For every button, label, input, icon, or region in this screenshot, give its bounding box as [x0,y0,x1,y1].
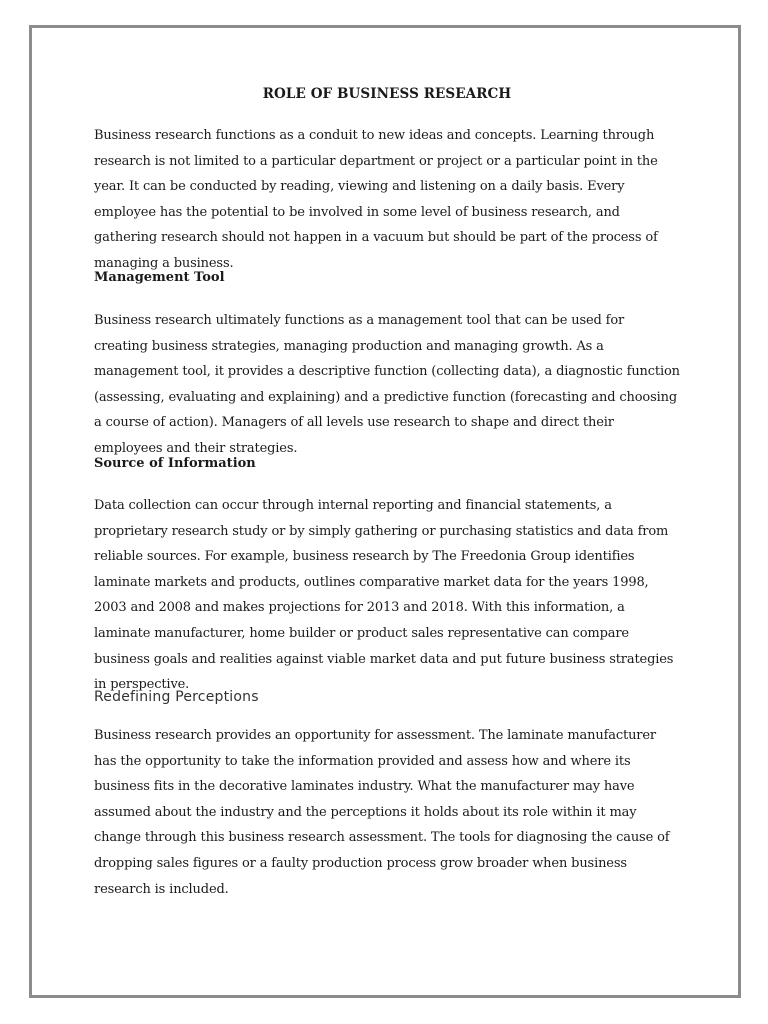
section-body-redefining-perceptions: Business research provides an opportunity for assessment. The laminate manufacturer has the opportunity to take the information provided and assess how and where its business fits in the decorative laminates industry. What the manufacturer may have assumed about the industry and the perceptions it holds about its role within it may change through this business research assessment. The tools for diagnosing the cause of dropping sales figures or a faulty production process grow broader when business research is included. [94,728,670,897]
document-page [29,25,741,998]
section-heading-management-tool: Management Tool [94,270,225,285]
section-body-source-of-information: Data collection can occur through internal reporting and financial statements, a proprietary research study or by simply gathering or purchasing statistics and data from reliable sources. For example, business research by The Freedonia Group identifies laminate markets and products, outlines comparative market data for the years 1998, 2003 and 2008 and makes projections for 2013 and 2018. With this information, a laminate manufacturer, home builder or product sales representative can compare business goals and realities against viable market data and put future business strategies in perspective. [94,498,674,693]
intro-paragraph: Business research functions as a conduit to new ideas and concepts. Learning through research is not limited to a particular department or project or a particular point in the year. It can be conducted by reading, viewing and listening on a daily basis. Every employee has the potential to be involved in some level of business research, and gathering research should not happen in a vacuum but should be part of the process of managing a business. [94,128,658,271]
section-heading-source-of-information: Source of Information [94,456,256,471]
section-heading-redefining-perceptions: Redefining Perceptions [94,689,259,705]
document-title: ROLE OF BUSINESS RESEARCH [262,86,512,102]
section-body-management-tool: Business research ultimately functions as a management tool that can be used for creating business strategies, managing production and managing growth. As a management tool, it provides a descriptive function (collecting data), a diagnostic function (assessing, evaluating and explaining) and a predictive function (forecasting and choosing a course of action). Managers of all levels use research to shape and direct their employees and their strategies. [94,313,680,456]
